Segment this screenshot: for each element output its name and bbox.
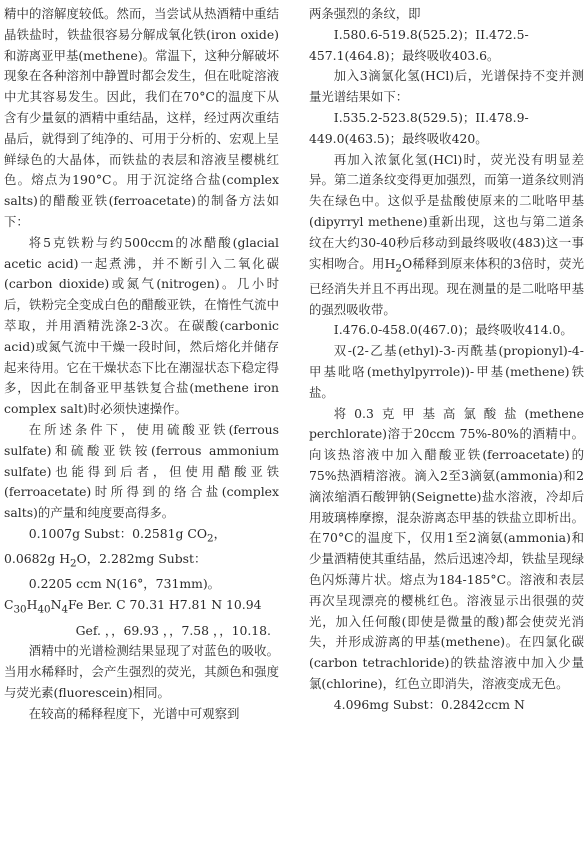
formula-found: Gef. ，，69.93 ，，7.58 ，，10.18. xyxy=(75,622,271,638)
paragraph-continued: 精中的溶解度较低。然而，当尝试从热酒精中重结晶铁盐时，铁盐很容易分解成氧化铁(iron oxide)和游离亚甲基(methene)。常温下，这种分解破坏现象在各种溶剂中静置时都会发生，但在吡啶溶液中尤其容易发生。因此，我们在70°C的温度下从含有少量氨的酒精中重结晶，这样，经过两次重结晶后，就得到了纯净的、可用于分析的、宏观上呈鲜绿色的大晶体，而铁盐的表层和溶液呈樱桃红色。熔点为190°C。用于沉淀络合盐(complex salts)的醋酸亚铁(ferroacetate)的制备方法如下： xyxy=(4,6,279,229)
analysis-line-1: 0.1007g Subst：0.2581g $CO_2$， xyxy=(28,525,226,545)
paragraph-preparation: 将0.3克甲基高氯酸盐(methene perchlorate)溶于20ccm 75%-80%的酒精中。向该热溶液中加入醋酸亚铁(ferroacetate)的75%热酒精溶液。滴入2至3滴氨(ammonia)和2滴浓缩酒石酸钾钠(Seignette)盐水溶液，冷却后用玻璃棒摩擦，混杂游离态甲基的铁盐立即析出。在70°C的温度下，仅用1至2滴氨(ammonia)和少量酒精使其重结晶，然后迅速冷却，铁盐呈现绿色闪烁薄片状。熔点为184-185°C。溶液和表层再次呈现漂亮的樱桃红色。溶液显示出很强的荧光，加入任何酸(即使是微量的酸)都会使荧光消失，并形成游离的甲基(methene)。在四氯化碳(carbon tetrachloride)的铁盐溶液中加入少量氯(chlorine)，红色立即消失，溶液变成无色。 xyxy=(309,405,584,691)
analysis-line-right: 4.096mg Subst：0.2842ccm N xyxy=(333,696,525,712)
spectrum-values-2: I.535.2-523.8(529.5)；II.478.9-449.0(463.5)；最终吸收420。 xyxy=(309,109,529,146)
formula-calculated: $C_{30}H_{40}N_4Fe$ Ber. C 70.31 H7.81 N 10.94 xyxy=(4,597,262,616)
paragraph-concentrated-hcl: 再加入浓氯化氢(HCl)时，荧光没有明显差异。第二道条纹变得更加强烈，而第一道条纹则消失在绿色中。这似乎是盐酸使原来的二吡咯甲基(dipyrryl methene)重新出现，这也与第二道条纹在大约30-40秒后移动到最终吸收(483)这一事实相吻合。用$H_2O$稀释到原来体积的3倍时，荧光已经消失并且不再出现。现在测量的是二吡咯甲基的强烈吸收带。 xyxy=(309,151,585,317)
analysis-line-3: 0.2205 ccm N(16°，731mm)。 xyxy=(28,576,221,592)
paragraph-spectrum: 酒精中的光谱检测结果显现了对蓝色的吸收。当用水稀释时，会产生强烈的荧光，其颜色和强度与荧光素(fluorescein)相同。 xyxy=(4,643,279,700)
spectrum-values-1: I.580.6-519.8(525.2)；II.472.5-457.1(464.8)；最终吸收403.6。 xyxy=(309,26,529,63)
paragraph-dilution: 在较高的稀释程度下，光谱中可观察到 xyxy=(28,705,240,721)
right-column xyxy=(309,4,584,716)
analysis-line-2: 0.0682g $H_2O$，2.282mg Subst： xyxy=(4,551,207,570)
paragraph-continued-right: 两条强烈的条纹，即 xyxy=(309,6,421,21)
paragraph-ferroacetate-prep: 将5克铁粉与约500ccm的冰醋酸(glacial acetic acid)一起煮沸，并不断引入二氧化碳(carbon dioxide)或氮气(nitrogen)。几小时后，铁粉完全变成白色的醋酸亚铁，在惰性气流中萃取，并用酒精洗涤2-3次。在碳酸(carbonic acid)或氮气流中干燥一段时间，然后熔化并储存起来待用。它在干燥状态下比在潮湿状态下稳定得多，因此在制备亚甲基铁复合盐(methene iron complex salt)时必须快速操作。 xyxy=(4,234,279,417)
paragraph-hcl-added: 加入3滴氯化氢(HCl)后，光谱保持不变并测量光谱结果如下： xyxy=(309,68,584,105)
spectrum-values-3: I.476.0-458.0(467.0)；最终吸收414.0。 xyxy=(333,322,573,338)
paragraph-alternative-salts: 在所述条件下，使用硫酸亚铁(ferrous sulfate)和硫酸亚铁铵(ferrous ammonium sulfate)也能得到后者，但使用醋酸亚铁(ferroacetate)时所得到的络合盐(complex salts)的产量和纯度要高得多。 xyxy=(4,421,279,521)
compound-heading: 双-(2-乙基(ethyl)-3-丙酰基(propionyl)-4-甲基吡咯(methylpyrrole))-甲基(methene)铁盐。 xyxy=(309,343,584,400)
left-column xyxy=(4,4,279,725)
